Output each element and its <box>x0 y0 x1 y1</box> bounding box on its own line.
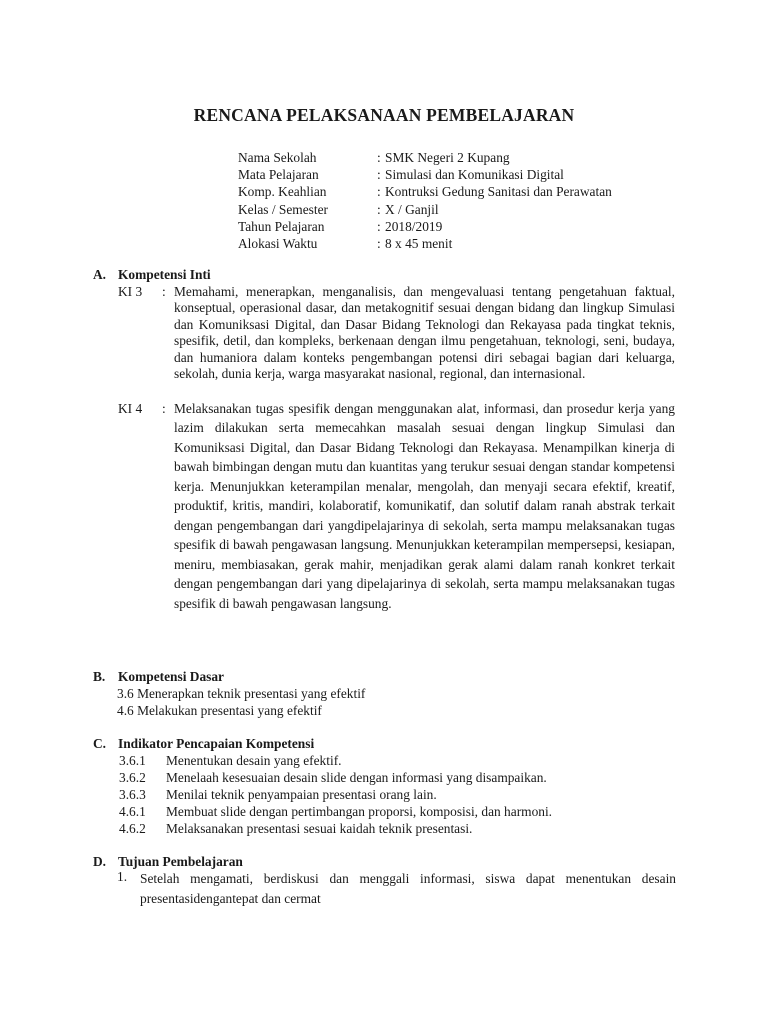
section-heading-d <box>93 853 243 870</box>
identity-value: X / Ganjil <box>385 201 439 217</box>
indicator-text: Membuat slide dengan pertimbangan proporsi, komposisi, dan harmoni. <box>166 804 553 819</box>
ki-label: KI 3 <box>118 284 143 299</box>
ki-separator: : <box>162 284 166 299</box>
section-heading-c <box>93 735 314 752</box>
indicator-row <box>119 769 547 786</box>
identity-separator: : <box>377 167 381 183</box>
indicator-code: 3.6.2 <box>119 770 146 785</box>
indicator-row <box>119 803 552 820</box>
section-title: Indikator Pencapaian Kompetensi <box>118 736 315 751</box>
identity-label: Komp. Keahlian <box>238 184 327 200</box>
section-title: Tujuan Pembelajaran <box>118 854 243 869</box>
identity-value: SMK Negeri 2 Kupang <box>385 150 510 165</box>
ki-text: Melaksanakan tugas spesifik dengan menggunakan alat, informasi, dan prosedur kerja yang lazim dilakukan serta memecahkan masalah sesuai dengan lingkup Simulasi dan Komuniksasi Digital, dan Dasar Bidang Teknologi dan Rekayasa. Menampilkan kinerja di bawah bimbingan dengan mutu dan kuantitas yang terukur sesuai dengan standar kompetensi kerja. Menunjukkan keterampilan menalar, mengolah, dan menyaji secara efektif, kreatif, produktif, kritis, mandiri, kolaboratif, komunikatif, dan solutif dalam ranah abstrak terkait dengan pengembangan dari yangdipelajarinya di sekolah, serta mampu melaksanakan tugas spesifik di bawah pengawasan langsung. Menunjukkan keterampilan mempersepsi, kesiapan, meniru, membiasakan, gerak mahir, menjadikan gerak alami dalam ranah konkret terkait dengan pengembangan dari yang dipelajarinya di sekolah, serta mampu melaksanakan tugas spesifik di bawah pengawasan langsung. <box>174 401 675 611</box>
indicator-text: Melaksanakan presentasi sesuai kaidah teknik presentasi. <box>166 821 473 836</box>
identity-separator: : <box>377 150 381 165</box>
identity-row <box>238 183 612 200</box>
identity-separator: : <box>377 235 381 251</box>
indicator-row <box>119 752 342 769</box>
ki-item <box>118 399 675 613</box>
indicator-code: 3.6.1 <box>119 753 146 768</box>
section-heading-b <box>93 668 224 685</box>
identity-row <box>238 149 612 166</box>
ki-text: Memahami, menerapkan, menganalisis, dan mengevaluasi tentang pengetahuan faktual, konseptual, operasional dasar, dan metakognitif sesuai dengan bidang dan lingkup Simulasi dan Komuniksasi Digital, dan Dasar Bidang Teknologi dan Rekayasa pada tingkat teknis, spesifik, detil, dan kompleks, berkenaan dengan ilmu pengetahuan, teknologi, seni, budaya, dan humaniora dalam konteks pengembangan potensi diri sebagai bagian dari keluarga, sekolah, dunia kerja, warga masyarakat nasional, regional, dan internasional. <box>174 284 675 382</box>
objective-item <box>117 869 676 909</box>
indicator-code: 3.6.3 <box>119 787 146 802</box>
identity-table <box>238 149 612 252</box>
identity-value: Kontruksi Gedung Sanitasi dan Perawatan <box>385 184 612 200</box>
section-letter: D. <box>93 854 107 869</box>
section-letter: B. <box>93 669 106 684</box>
identity-label: Alokasi Waktu <box>238 235 318 251</box>
objective-text: Setelah mengamati, berdiskusi dan menggali informasi, siswa dapat menentukan desain presentasidengantepat dan cermat <box>140 871 676 906</box>
identity-row <box>238 235 612 252</box>
section-letter: C. <box>93 736 107 751</box>
page-title: RENCANA PELAKSANAAN PEMBELAJARAN <box>193 105 575 125</box>
identity-separator: : <box>377 201 381 217</box>
identity-row <box>238 166 612 183</box>
indicator-row <box>119 820 472 837</box>
section-title: Kompetensi Inti <box>118 267 211 282</box>
section-heading-a <box>93 266 211 283</box>
identity-label: Tahun Pelajaran <box>238 218 325 234</box>
kd-item: 3.6 Menerapkan teknik presentasi yang efektif <box>117 686 366 701</box>
identity-row <box>238 218 612 235</box>
indicator-code: 4.6.2 <box>119 821 146 836</box>
identity-value: 8 x 45 menit <box>385 235 453 251</box>
indicator-row <box>119 786 437 803</box>
identity-separator: : <box>377 218 381 234</box>
kd-item: 4.6 Melakukan presentasi yang efektif <box>117 703 322 718</box>
objective-number: 1. <box>117 869 128 884</box>
identity-label: Kelas / Semester <box>238 201 328 217</box>
indicator-text: Menelaah kesesuaian desain slide dengan informasi yang disampaikan. <box>166 770 547 785</box>
identity-value: Simulasi dan Komunikasi Digital <box>385 167 564 183</box>
indicator-text: Menentukan desain yang efektif. <box>166 753 342 768</box>
identity-separator: : <box>377 184 381 200</box>
indicator-text: Menilai teknik penyampaian presentasi orang lain. <box>166 787 437 802</box>
ki-separator: : <box>162 401 166 416</box>
identity-label: Nama Sekolah <box>238 150 317 165</box>
section-title: Kompetensi Dasar <box>118 669 225 684</box>
ki-label: KI 4 <box>118 401 143 416</box>
identity-value: 2018/2019 <box>385 218 443 234</box>
identity-label: Mata Pelajaran <box>238 167 319 183</box>
section-letter: A. <box>93 267 107 282</box>
indicator-code: 4.6.1 <box>119 804 146 819</box>
ki-item <box>118 284 675 383</box>
identity-row <box>238 201 612 218</box>
